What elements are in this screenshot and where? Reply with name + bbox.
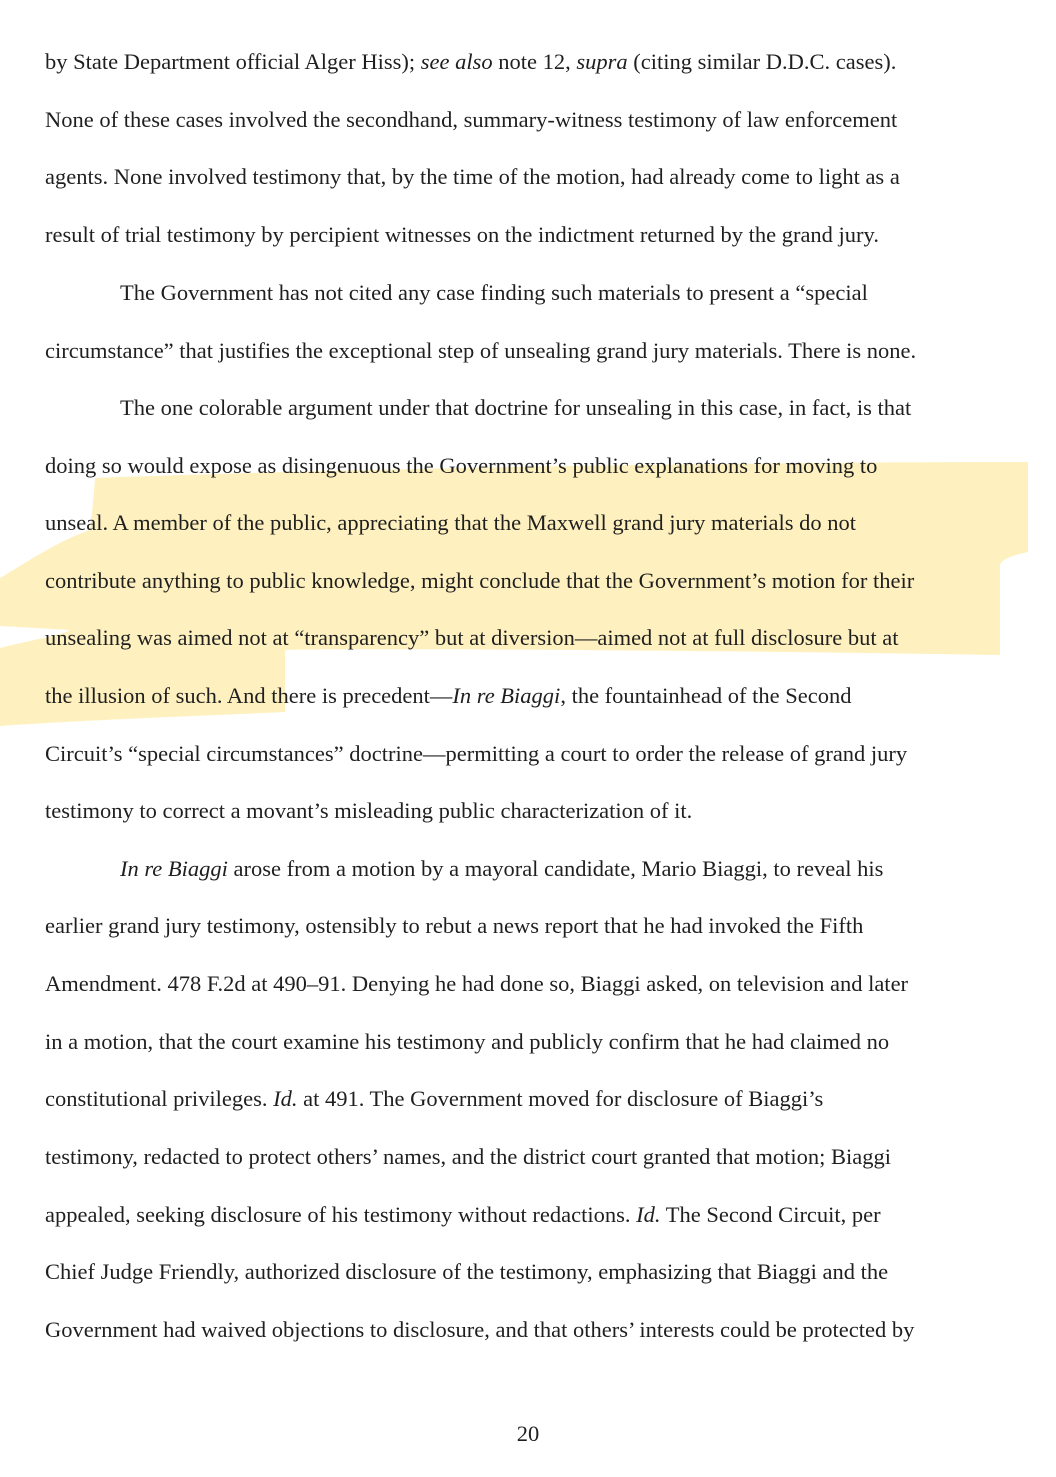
line-3: agents. None involved testimony that, by the time of the motion, had already come to light as a bbox=[45, 164, 900, 189]
line-14: testimony to correct a movant’s misleading public characterization of it. bbox=[45, 798, 693, 823]
line-7: The one colorable argument under that doctrine for unsealing in this case, in fact, is that bbox=[120, 395, 912, 420]
line-23: Government had waived objections to disclosure, and that others’ interests could be protected by bbox=[45, 1317, 915, 1342]
line-15-b: arose from a motion by a mayoral candidate, Mario Biaggi, to reveal his bbox=[227, 856, 884, 881]
line-17: Amendment. 478 F.2d at 490–91. Denying he had done so, Biaggi asked, on television and later bbox=[45, 971, 909, 996]
line-15-case-name: In re Biaggi bbox=[120, 856, 228, 881]
line-19-b: at 491. The Government moved for disclosure of Biaggi’s bbox=[297, 1086, 824, 1111]
line-21-a: appealed, seeking disclosure of his testimony without redactions. bbox=[45, 1202, 637, 1227]
line-12-a: the illusion of such. And there is precedent— bbox=[45, 683, 453, 708]
line-20: testimony, redacted to protect others’ names, and the district court granted that motion; Biaggi bbox=[45, 1144, 892, 1169]
line-1-b: note 12, bbox=[492, 49, 577, 74]
line-1-c: (citing similar D.D.C. cases). bbox=[627, 49, 897, 74]
line-6: circumstance” that justifies the exceptional step of unsealing grand jury materials. There is none. bbox=[45, 338, 917, 363]
line-21-b: The Second Circuit, per bbox=[660, 1202, 881, 1227]
page-number: 20 bbox=[516, 1421, 540, 1446]
line-13: Circuit’s “special circumstances” doctrine—permitting a court to order the release of grand jury bbox=[45, 741, 908, 766]
line-16: earlier grand jury testimony, ostensibly to rebut a news report that he had invoked the Fifth bbox=[45, 913, 864, 938]
line-8: doing so would expose as disingenuous the Government’s public explanations for moving to bbox=[45, 453, 878, 478]
line-1-see-also: see also bbox=[420, 49, 493, 74]
line-2: None of these cases involved the secondhand, summary-witness testimony of law enforcement bbox=[45, 107, 898, 132]
line-18: in a motion, that the court examine his testimony and publicly confirm that he had claimed no bbox=[45, 1029, 890, 1054]
line-1 bbox=[45, 47, 1025, 77]
line-12 bbox=[45, 681, 1025, 711]
line-21-id: Id. bbox=[636, 1202, 661, 1227]
line-15 bbox=[120, 854, 1025, 884]
line-1-a: by State Department official Alger Hiss); bbox=[45, 49, 421, 74]
line-5: The Government has not cited any case finding such materials to present a “special bbox=[120, 280, 868, 305]
line-19 bbox=[45, 1084, 1025, 1114]
line-11: unsealing was aimed not at “transparency” but at diversion—aimed not at full disclosure but at bbox=[45, 625, 899, 650]
line-4: result of trial testimony by percipient witnesses on the indictment returned by the grand jury. bbox=[45, 222, 879, 247]
line-19-id: Id. bbox=[273, 1086, 298, 1111]
line-22: Chief Judge Friendly, authorized disclosure of the testimony, emphasizing that Biaggi and the bbox=[45, 1259, 889, 1284]
line-9: unseal. A member of the public, appreciating that the Maxwell grand jury materials do not bbox=[45, 510, 857, 535]
line-19-a: constitutional privileges. bbox=[45, 1086, 274, 1111]
line-12-case-name: In re Biaggi bbox=[452, 683, 561, 708]
line-1-supra: supra bbox=[576, 49, 628, 74]
line-12-b: , the fountainhead of the Second bbox=[560, 683, 852, 708]
line-10: contribute anything to public knowledge, might conclude that the Government’s motion for their bbox=[45, 568, 915, 593]
line-21 bbox=[45, 1200, 1025, 1230]
